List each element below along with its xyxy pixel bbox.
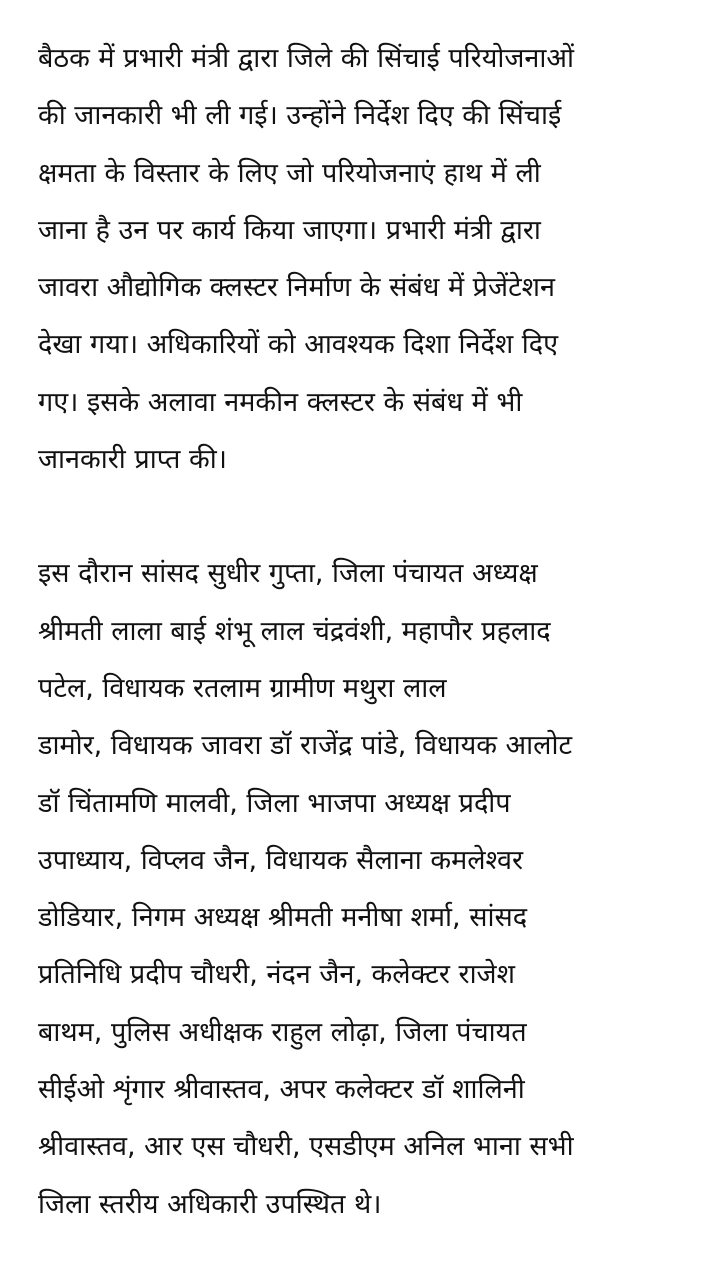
text-line: की जानकारी भी ली गई। उन्होंने निर्देश दिए की सिंचाई bbox=[38, 100, 562, 132]
text-line: प्रतिनिधि प्रदीप चौधरी, नंदन जैन, कलेक्टर राजेश bbox=[38, 959, 515, 991]
text-line: जिला स्तरीय अधिकारी उपस्थित थे। bbox=[38, 1188, 382, 1220]
text-line: श्रीवास्तव, आर एस चौधरी, एसडीएम अनिल भाना सभी bbox=[38, 1131, 574, 1163]
paragraph-2 bbox=[38, 545, 698, 1233]
text-line: गए। इसके अलावा नमकीन क्लस्टर के संबंध में भी bbox=[38, 386, 523, 418]
paragraph-1 bbox=[38, 30, 698, 488]
text-line: श्रीमती लाला बाई शंभू लाल चंद्रवंशी, महापौर प्रहलाद bbox=[38, 615, 551, 647]
text-line: डामोर, विधायक जावरा डॉ राजेंद्र पांडे, विधायक आलोट bbox=[38, 730, 573, 762]
text-line: देखा गया। अधिकारियों को आवश्यक दिशा निर्देश दिए bbox=[38, 329, 559, 361]
text-line: जानकारी प्राप्त की। bbox=[38, 444, 227, 476]
text-line: क्षमता के विस्तार के लिए जो परियोजनाएं हाथ में ली bbox=[38, 157, 541, 189]
text-line: उपाध्याय, विप्लव जैन, विधायक सैलाना कमलेश्वर bbox=[38, 844, 524, 876]
text-line: पटेल, विधायक रतलाम ग्रामीण मथुरा लाल bbox=[38, 672, 447, 704]
text-line: जाना है उन पर कार्य किया जाएगा। प्रभारी मंत्री द्वारा bbox=[38, 214, 541, 246]
text-line: डॉ चिंतामणि मालवी, जिला भाजपा अध्यक्ष प्रदीप bbox=[38, 787, 511, 819]
text-line: बैठक में प्रभारी मंत्री द्वारा जिले की सिंचाई परियोजनाओं bbox=[38, 43, 574, 74]
text-line: बाथम, पुलिस अधीक्षक राहुल लोढ़ा, जिला पंचायत bbox=[38, 1016, 527, 1048]
text-line: सीईओ शृंगार श्रीवास्तव, अपर कलेक्टर डॉ शालिनी bbox=[38, 1074, 525, 1106]
text-line: इस दौरान सांसद सुधीर गुप्ता, जिला पंचायत अध्यक्ष bbox=[38, 558, 538, 590]
text-line: डोडियार, निगम अध्यक्ष श्रीमती मनीषा शर्मा, सांसद bbox=[38, 902, 528, 934]
document-body bbox=[38, 30, 698, 1233]
text-line: जावरा औद्योगिक क्लस्टर निर्माण के संबंध में प्रेजेंटेशन bbox=[38, 272, 556, 304]
